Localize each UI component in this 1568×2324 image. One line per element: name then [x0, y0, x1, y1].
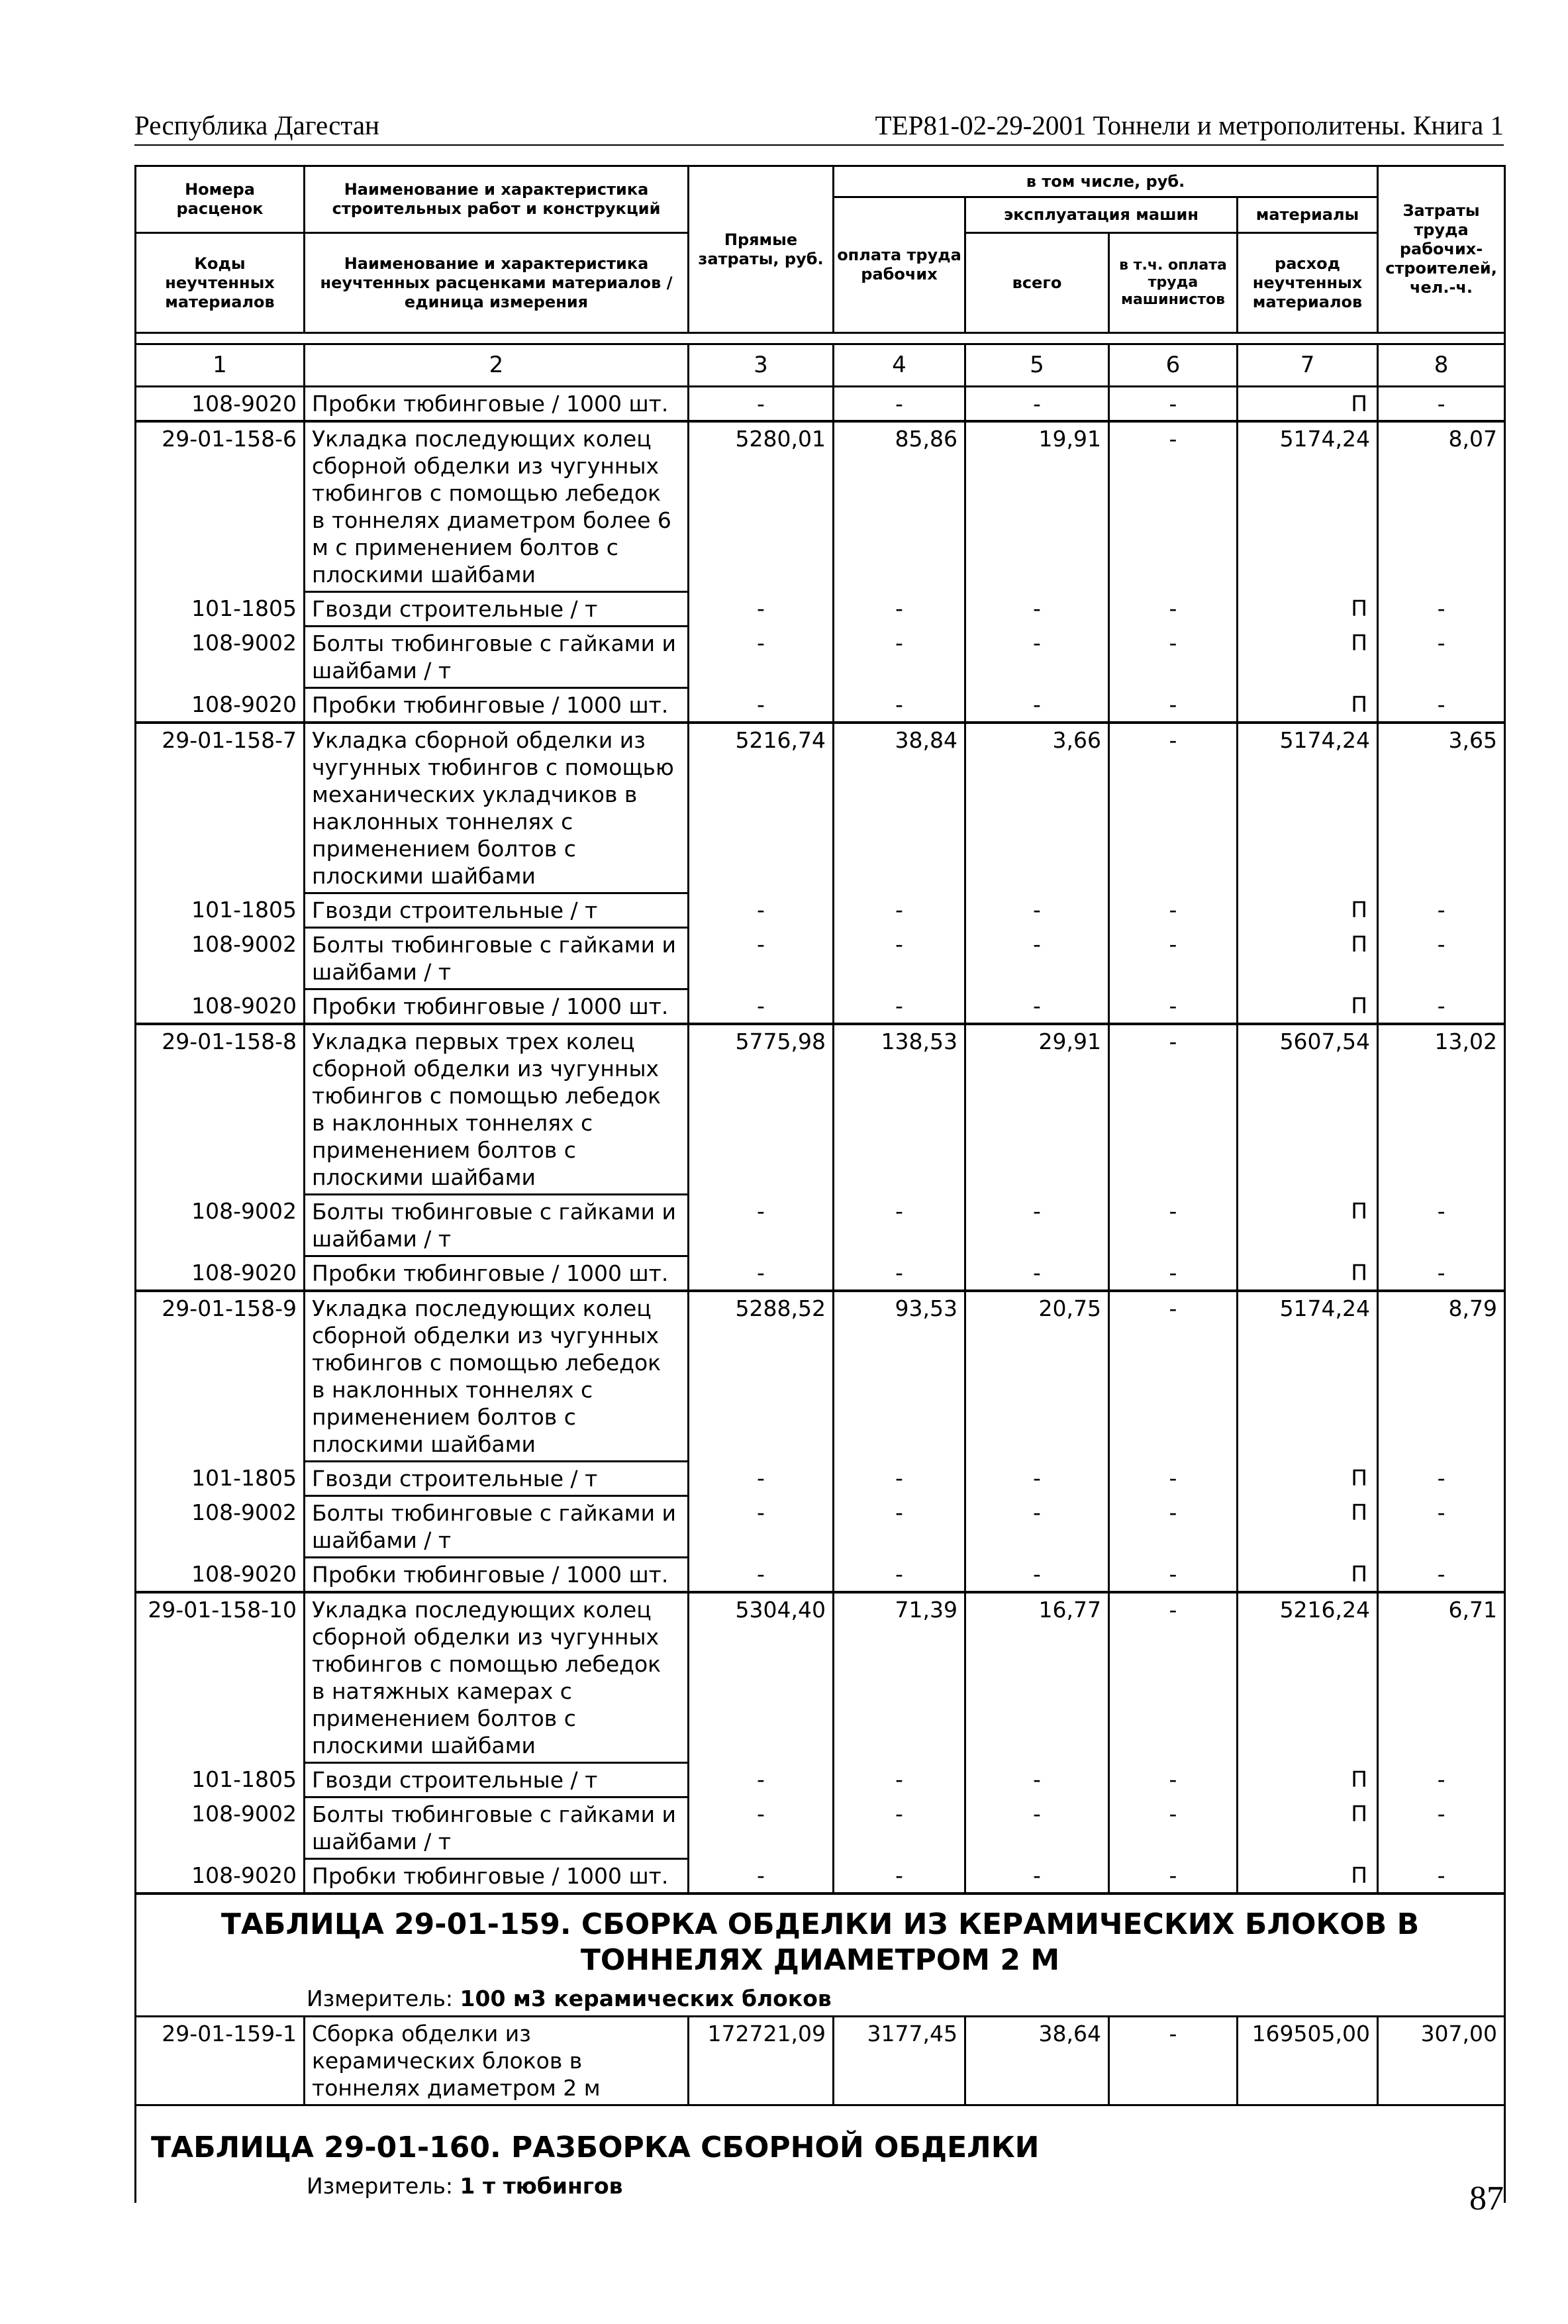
direct-costs: 5216,74: [689, 723, 834, 893]
machines-total: 3,66: [965, 723, 1109, 893]
material-labor-hours: -: [1378, 928, 1505, 989]
material-rate-code: 108-9002: [136, 1797, 305, 1859]
material-machinist-pay: -: [1109, 1797, 1238, 1859]
material-labor-pay: -: [834, 989, 965, 1025]
material-row: [136, 387, 1505, 422]
table-160-section: [136, 2105, 1505, 2203]
material-materials-cost: П: [1238, 928, 1378, 989]
material-rate-code: 108-9020: [136, 688, 305, 723]
material-row: [136, 989, 1505, 1025]
material-direct-costs: -: [689, 1558, 834, 1593]
material-row: [136, 688, 1505, 723]
material-rate-name: Гвозди строительные / т: [305, 592, 689, 627]
material-row: [136, 1462, 1505, 1496]
material-machines-total: -: [965, 1797, 1109, 1859]
table-159-title-row: [136, 1894, 1505, 1982]
material-rate-code: 108-9020: [136, 387, 305, 422]
material-materials-cost: П: [1238, 1462, 1378, 1496]
rate-name: Укладка последующих колец сборной обделки из чугунных тюбингов с помощью лебедок в наклонных тоннелях с применением болтов с плоскими шайбами: [305, 1291, 689, 1462]
table-159-measure: [136, 1982, 1505, 2017]
material-machines-total: -: [965, 989, 1109, 1025]
material-materials-cost: П: [1238, 1496, 1378, 1558]
material-labor-hours: -: [1378, 387, 1505, 422]
col3-header: Прямые затраты, руб.: [689, 166, 834, 333]
rate-row: [136, 723, 1505, 893]
material-direct-costs: -: [689, 893, 834, 928]
material-materials-cost: П: [1238, 1763, 1378, 1797]
material-labor-pay: -: [834, 1763, 965, 1797]
column-number: 7: [1238, 344, 1378, 387]
rate-name: Укладка первых трех колец сборной обделки из чугунных тюбингов с помощью лебедок в наклонных тоннелях с применением болтов с плоскими шайбами: [305, 1024, 689, 1195]
material-row: [136, 1859, 1505, 1894]
rate-code: 29-01-158-6: [136, 421, 305, 592]
material-labor-pay: -: [834, 1462, 965, 1496]
machines-total: 16,77: [965, 1592, 1109, 1763]
material-machines-total: -: [965, 1763, 1109, 1797]
material-machinist-pay: -: [1109, 1763, 1238, 1797]
measure-value: 100 м3 керамических блоков: [460, 1986, 832, 2011]
labor-pay: 3177,45: [834, 2017, 965, 2105]
material-machinist-pay: -: [1109, 1195, 1238, 1256]
group-top-header: в том числе, руб.: [834, 166, 1378, 197]
material-rate-code: 108-9020: [136, 989, 305, 1025]
material-labor-pay: -: [834, 592, 965, 627]
material-machines-total: -: [965, 1558, 1109, 1593]
material-materials-cost: П: [1238, 893, 1378, 928]
materials-cost: 5174,24: [1238, 723, 1378, 893]
col6-header: в т.ч. оплата труда машинистов: [1109, 233, 1238, 333]
labor-hours: 8,07: [1378, 421, 1505, 592]
material-direct-costs: -: [689, 1797, 834, 1859]
rate-name: Сборка обделки из керамических блоков в тоннелях диаметром 2 м: [305, 2017, 689, 2105]
machines-total: 38,64: [965, 2017, 1109, 2105]
material-labor-hours: -: [1378, 627, 1505, 688]
material-machinist-pay: -: [1109, 387, 1238, 422]
material-materials-cost: П: [1238, 1558, 1378, 1593]
material-direct-costs: -: [689, 1763, 834, 1797]
header-rule: [134, 144, 1504, 146]
machinist-pay: -: [1109, 1592, 1238, 1763]
material-machinist-pay: -: [1109, 989, 1238, 1025]
labor-pay: 93,53: [834, 1291, 965, 1462]
rate-code: 29-01-158-7: [136, 723, 305, 893]
rate-row: [136, 1291, 1505, 1462]
material-direct-costs: -: [689, 989, 834, 1025]
measure-label: Измеритель:: [307, 2173, 454, 2199]
material-machines-total: -: [965, 688, 1109, 723]
material-labor-hours: -: [1378, 1763, 1505, 1797]
material-row: [136, 893, 1505, 928]
header-gap: [136, 333, 1505, 344]
material-rate-name: Гвозди строительные / т: [305, 893, 689, 928]
rate-name: Укладка последующих колец сборной обделки из чугунных тюбингов с помощью лебедок в натяжных камерах с применением болтов с плоскими шайбами: [305, 1592, 689, 1763]
material-row: [136, 1763, 1505, 1797]
machinist-pay: -: [1109, 723, 1238, 893]
labor-hours: 307,00: [1378, 2017, 1505, 2105]
material-rate-name: Пробки тюбинговые / 1000 шт.: [305, 1256, 689, 1291]
material-machines-total: -: [965, 1256, 1109, 1291]
material-labor-pay: -: [834, 1195, 965, 1256]
material-materials-cost: П: [1238, 627, 1378, 688]
material-rate-code: 108-9020: [136, 1558, 305, 1593]
column-number: 3: [689, 344, 834, 387]
column-number: 6: [1109, 344, 1238, 387]
materials-cost: 169505,00: [1238, 2017, 1378, 2105]
material-labor-pay: -: [834, 1256, 965, 1291]
material-labor-hours: -: [1378, 1558, 1505, 1593]
page-number: 87: [1469, 2180, 1504, 2217]
material-rate-code: 108-9020: [136, 1256, 305, 1291]
direct-costs: 5280,01: [689, 421, 834, 592]
material-rate-code: 101-1805: [136, 893, 305, 928]
measure-value: 1 т тюбингов: [460, 2173, 623, 2199]
material-rate-name: Пробки тюбинговые / 1000 шт.: [305, 1558, 689, 1593]
labor-hours: 8,79: [1378, 1291, 1505, 1462]
material-row: [136, 627, 1505, 688]
material-rate-code: 101-1805: [136, 1763, 305, 1797]
material-direct-costs: -: [689, 592, 834, 627]
material-materials-cost: П: [1238, 1797, 1378, 1859]
material-machines-total: -: [965, 928, 1109, 989]
material-labor-pay: -: [834, 1859, 965, 1894]
material-rate-name: Болты тюбинговые с гайками и шайбами / т: [305, 1195, 689, 1256]
table-159-section: [136, 1894, 1505, 2105]
col7-header: расход неучтенных материалов: [1238, 233, 1378, 333]
material-rate-name: Гвозди строительные / т: [305, 1763, 689, 1797]
direct-costs: 5775,98: [689, 1024, 834, 1195]
table-159-title: ТАБЛИЦА 29-01-159. СБОРКА ОБДЕЛКИ ИЗ КЕРАМИЧЕСКИХ БЛОКОВ В ТОННЕЛЯХ ДИАМЕТРОМ 2 М: [136, 1894, 1505, 1982]
material-materials-cost: П: [1238, 989, 1378, 1025]
material-rate-code: 108-9002: [136, 928, 305, 989]
labor-hours: 6,71: [1378, 1592, 1505, 1763]
material-labor-pay: -: [834, 688, 965, 723]
material-materials-cost: П: [1238, 592, 1378, 627]
measure-label: Измеритель:: [307, 1986, 454, 2011]
material-rate-code: 101-1805: [136, 1462, 305, 1496]
table-160-title-row: [136, 2105, 1505, 2170]
material-row: [136, 592, 1505, 627]
group-machines-header: эксплуатация машин: [965, 197, 1238, 233]
material-labor-pay: -: [834, 627, 965, 688]
rate-code: 29-01-158-10: [136, 1592, 305, 1763]
col2-top-header: Наименование и характеристика строительных работ и конструкций: [305, 166, 689, 233]
material-rate-name: Гвозди строительные / т: [305, 1462, 689, 1496]
materials-cost: 5174,24: [1238, 1291, 1378, 1462]
col1-bottom-header: Коды неучтенных материалов: [136, 233, 305, 333]
material-direct-costs: -: [689, 1462, 834, 1496]
rates-table: [134, 165, 1506, 2203]
materials-cost: 5174,24: [1238, 421, 1378, 592]
material-labor-pay: -: [834, 387, 965, 422]
labor-pay: 138,53: [834, 1024, 965, 1195]
material-rate-name: Болты тюбинговые с гайками и шайбами / т: [305, 627, 689, 688]
material-machines-total: -: [965, 387, 1109, 422]
material-labor-pay: -: [834, 893, 965, 928]
material-direct-costs: -: [689, 1496, 834, 1558]
material-labor-hours: -: [1378, 1496, 1505, 1558]
header-row-1: [136, 166, 1505, 197]
column-number-row: [136, 344, 1505, 387]
material-machines-total: -: [965, 592, 1109, 627]
column-number: 8: [1378, 344, 1505, 387]
column-number: 5: [965, 344, 1109, 387]
material-machinist-pay: -: [1109, 1859, 1238, 1894]
material-labor-pay: -: [834, 928, 965, 989]
machines-total: 29,91: [965, 1024, 1109, 1195]
material-machinist-pay: -: [1109, 928, 1238, 989]
rate-code: 29-01-158-8: [136, 1024, 305, 1195]
material-row: [136, 1496, 1505, 1558]
material-materials-cost: П: [1238, 1195, 1378, 1256]
material-labor-hours: -: [1378, 1859, 1505, 1894]
col4-header: оплата труда рабочих: [834, 197, 965, 333]
column-number: 1: [136, 344, 305, 387]
labor-hours: 3,65: [1378, 723, 1505, 893]
material-rate-name: Болты тюбинговые с гайками и шайбами / т: [305, 1496, 689, 1558]
material-rate-name: Пробки тюбинговые / 1000 шт.: [305, 387, 689, 422]
labor-pay: 71,39: [834, 1592, 965, 1763]
material-direct-costs: -: [689, 1195, 834, 1256]
table-160-title: ТАБЛИЦА 29-01-160. РАЗБОРКА СБОРНОЙ ОБДЕЛКИ: [136, 2105, 1505, 2170]
material-labor-pay: -: [834, 1797, 965, 1859]
material-rate-code: 101-1805: [136, 592, 305, 627]
material-direct-costs: -: [689, 928, 834, 989]
material-row: [136, 1558, 1505, 1593]
material-labor-pay: -: [834, 1558, 965, 1593]
col1-top-header: Номера расценок: [136, 166, 305, 233]
material-rate-name: Пробки тюбинговые / 1000 шт.: [305, 688, 689, 723]
material-labor-hours: -: [1378, 893, 1505, 928]
rate-name: Укладка последующих колец сборной обделки из чугунных тюбингов с помощью лебедок в тоннелях диаметром более 6 м с применением болтов с плоскими шайбами: [305, 421, 689, 592]
material-machinist-pay: -: [1109, 688, 1238, 723]
material-rate-code: 108-9002: [136, 1496, 305, 1558]
rates-body: [136, 387, 1505, 1894]
column-number: 4: [834, 344, 965, 387]
labor-pay: 38,84: [834, 723, 965, 893]
material-labor-hours: -: [1378, 592, 1505, 627]
group-materials-header: материалы: [1238, 197, 1378, 233]
col8-header: Затраты труда рабочих-строителей, чел.-ч.: [1378, 166, 1505, 333]
material-labor-hours: -: [1378, 1256, 1505, 1291]
direct-costs: 5304,40: [689, 1592, 834, 1763]
material-machines-total: -: [965, 893, 1109, 928]
machinist-pay: -: [1109, 1024, 1238, 1195]
material-labor-pay: -: [834, 1496, 965, 1558]
material-row: [136, 1256, 1505, 1291]
labor-pay: 85,86: [834, 421, 965, 592]
table-160-measure: [136, 2170, 1505, 2203]
material-machinist-pay: -: [1109, 893, 1238, 928]
table-159-row: [136, 2017, 1505, 2105]
material-direct-costs: -: [689, 387, 834, 422]
table-159-measure-row: [136, 1982, 1505, 2017]
header-right: ТЕР81-02-29-2001 Тоннели и метрополитены. Книга 1: [875, 110, 1504, 140]
material-machinist-pay: -: [1109, 1462, 1238, 1496]
material-direct-costs: -: [689, 627, 834, 688]
material-labor-hours: -: [1378, 989, 1505, 1025]
machinist-pay: -: [1109, 1291, 1238, 1462]
direct-costs: 5288,52: [689, 1291, 834, 1462]
material-materials-cost: П: [1238, 688, 1378, 723]
material-rate-code: 108-9002: [136, 627, 305, 688]
col5-header: всего: [965, 233, 1109, 333]
material-machines-total: -: [965, 1195, 1109, 1256]
rate-code: 29-01-159-1: [136, 2017, 305, 2105]
material-row: [136, 928, 1505, 989]
material-labor-hours: -: [1378, 688, 1505, 723]
material-machinist-pay: -: [1109, 627, 1238, 688]
header-left: Республика Дагестан: [134, 110, 379, 140]
labor-hours: 13,02: [1378, 1024, 1505, 1195]
material-row: [136, 1195, 1505, 1256]
material-rate-name: Болты тюбинговые с гайками и шайбами / т: [305, 1797, 689, 1859]
materials-cost: 5607,54: [1238, 1024, 1378, 1195]
machines-total: 19,91: [965, 421, 1109, 592]
rate-row: [136, 1592, 1505, 1763]
material-direct-costs: -: [689, 1859, 834, 1894]
direct-costs: 172721,09: [689, 2017, 834, 2105]
material-rate-code: 108-9020: [136, 1859, 305, 1894]
table-160-measure-row: [136, 2170, 1505, 2203]
material-rate-code: 108-9002: [136, 1195, 305, 1256]
material-machines-total: -: [965, 1462, 1109, 1496]
material-labor-hours: -: [1378, 1195, 1505, 1256]
material-rate-name: Пробки тюбинговые / 1000 шт.: [305, 989, 689, 1025]
material-machines-total: -: [965, 1496, 1109, 1558]
material-labor-hours: -: [1378, 1462, 1505, 1496]
machines-total: 20,75: [965, 1291, 1109, 1462]
rate-row: [136, 1024, 1505, 1195]
machinist-pay: -: [1109, 2017, 1238, 2105]
column-number: 2: [305, 344, 689, 387]
material-direct-costs: -: [689, 1256, 834, 1291]
material-materials-cost: П: [1238, 1859, 1378, 1894]
material-rate-name: Болты тюбинговые с гайками и шайбами / т: [305, 928, 689, 989]
col2-bottom-header: Наименование и характеристика неучтенных расценками материалов / единица измерения: [305, 233, 689, 333]
material-labor-hours: -: [1378, 1797, 1505, 1859]
material-machines-total: -: [965, 627, 1109, 688]
rate-row: [136, 421, 1505, 592]
material-machines-total: -: [965, 1859, 1109, 1894]
material-machinist-pay: -: [1109, 1256, 1238, 1291]
machinist-pay: -: [1109, 421, 1238, 592]
material-rate-name: Пробки тюбинговые / 1000 шт.: [305, 1859, 689, 1894]
material-materials-cost: П: [1238, 387, 1378, 422]
material-machinist-pay: -: [1109, 592, 1238, 627]
materials-cost: 5216,24: [1238, 1592, 1378, 1763]
material-row: [136, 1797, 1505, 1859]
material-materials-cost: П: [1238, 1256, 1378, 1291]
material-machinist-pay: -: [1109, 1558, 1238, 1593]
material-machinist-pay: -: [1109, 1496, 1238, 1558]
material-direct-costs: -: [689, 688, 834, 723]
rate-code: 29-01-158-9: [136, 1291, 305, 1462]
rate-name: Укладка сборной обделки из чугунных тюбингов с помощью механических укладчиков в наклонных тоннелях с применением болтов с плоскими шайбами: [305, 723, 689, 893]
